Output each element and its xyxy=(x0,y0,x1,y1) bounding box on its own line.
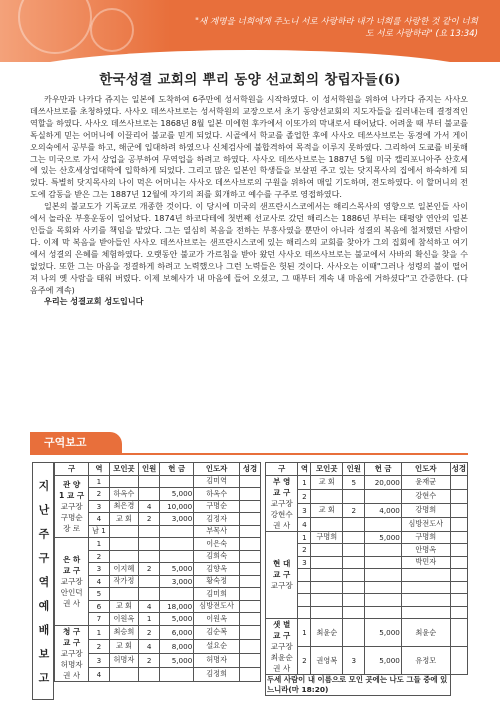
cell-bible xyxy=(239,667,260,681)
cell-leader: 강현수 xyxy=(401,489,450,503)
district-name-line: 현 대 xyxy=(273,559,291,569)
district-name xyxy=(266,619,298,675)
cell-people xyxy=(139,525,160,538)
cell-place xyxy=(109,667,139,681)
district-name-line: 교구장 xyxy=(270,642,293,651)
cell-leader: 윤재균 xyxy=(401,475,450,489)
cell-people xyxy=(139,475,160,488)
cell-bible xyxy=(239,538,260,551)
cell-place xyxy=(311,581,343,594)
cell-number: 1 xyxy=(298,475,311,489)
cell-bible xyxy=(450,606,467,619)
cell-place: 교 회 xyxy=(311,503,343,517)
cell-offering: 3,000 xyxy=(160,575,194,588)
cell-people xyxy=(343,489,365,503)
cell-offering: 4,000 xyxy=(365,503,401,517)
cell-offering: 5,000 xyxy=(160,613,194,626)
cell-offering: 18,000 xyxy=(160,600,194,613)
cell-people: 2 xyxy=(139,563,160,576)
cell-offering xyxy=(160,538,194,551)
header-cell: 헌 금 xyxy=(160,463,194,476)
cell-bible xyxy=(239,563,260,576)
district-name-line: 은 하 xyxy=(62,554,81,564)
cell-place: 교 회 xyxy=(109,639,139,653)
table-row xyxy=(55,625,261,639)
cell-number: 4 xyxy=(89,667,109,681)
table-row xyxy=(55,475,261,488)
cell-bible xyxy=(450,647,467,675)
footnote-row xyxy=(266,675,468,696)
header-cell: 인도자 xyxy=(194,463,240,476)
cell-place xyxy=(109,588,139,601)
cell-bible xyxy=(239,550,260,563)
cell-number: 2 xyxy=(298,489,311,503)
table-row xyxy=(266,619,468,647)
cell-people xyxy=(343,594,365,607)
cell-bible xyxy=(450,503,467,517)
cell-people xyxy=(343,544,365,557)
cell-people xyxy=(343,517,365,531)
cell-bible xyxy=(239,475,260,488)
header-verse: "새 계명을 너희에게 주노니 서로 사랑하라 내가 너희를 사랑한 것 같이 너희도 서로 사랑하라" (요 13:34) xyxy=(194,17,478,39)
header-cell: 구 xyxy=(266,463,298,476)
cell-people xyxy=(139,667,160,681)
cell-offering: 5,000 xyxy=(365,531,401,544)
cell-bible xyxy=(450,475,467,489)
cell-number: 2 xyxy=(298,647,311,675)
report-vertical-label: 지 난 주 구 역 예 배 보 고 xyxy=(32,462,54,700)
district-name-line: 교구장 xyxy=(60,648,83,658)
cell-leader: 이원옥 xyxy=(194,613,240,626)
cell-leader: 이은숙 xyxy=(194,538,240,551)
cell-bible xyxy=(450,517,467,531)
cell-bible xyxy=(450,489,467,503)
cell-offering xyxy=(160,550,194,563)
cell-number: 7 xyxy=(89,613,109,626)
cell-leader: 설요순 xyxy=(194,639,240,653)
cell-offering xyxy=(365,569,401,582)
cell-place: 구명희 xyxy=(311,531,343,544)
cell-offering xyxy=(365,594,401,607)
report-table-left xyxy=(54,462,261,682)
decorative-circle-icon xyxy=(90,8,134,52)
cell-place: 작가정 xyxy=(109,575,139,588)
cell-place xyxy=(109,538,139,551)
district-name-line: 권 사 xyxy=(63,670,81,680)
header-cell: 모인곳 xyxy=(109,463,139,476)
district-name-line: 교 구 xyxy=(273,631,291,640)
cell-people: 4 xyxy=(139,500,160,513)
cell-number: 2 xyxy=(298,544,311,557)
cell-bible xyxy=(239,653,260,667)
cell-offering: 3,000 xyxy=(160,513,194,526)
table-row xyxy=(266,531,468,544)
cell-people xyxy=(139,538,160,551)
cell-offering xyxy=(160,667,194,681)
cell-offering xyxy=(365,489,401,503)
cell-leader xyxy=(401,594,450,607)
cell-place xyxy=(311,556,343,569)
cell-leader: 부목사 xyxy=(194,525,240,538)
cell-offering: 6,000 xyxy=(160,625,194,639)
cell-people: 5 xyxy=(343,475,365,489)
cell-offering xyxy=(160,475,194,488)
cell-leader: 심방전도사 xyxy=(401,517,450,531)
cell-offering xyxy=(365,606,401,619)
cell-leader: 김정자 xyxy=(194,513,240,526)
cell-people xyxy=(139,575,160,588)
cell-number: 3 xyxy=(89,563,109,576)
cell-people xyxy=(343,581,365,594)
cell-place xyxy=(311,569,343,582)
cell-bible xyxy=(450,619,467,647)
cell-number: 1 xyxy=(298,531,311,544)
cell-place: 하옥수 xyxy=(109,488,139,501)
district-name-line: 교 구 xyxy=(273,570,291,580)
district-name-line: 교구장 xyxy=(270,581,293,591)
cell-bible xyxy=(239,625,260,639)
district-name-line: 구명순 xyxy=(60,512,83,522)
section-title: 구역보고 xyxy=(30,432,122,454)
cell-bible xyxy=(239,588,260,601)
cell-number: 6 xyxy=(89,600,109,613)
cell-offering xyxy=(365,581,401,594)
cell-leader: 김정희 xyxy=(194,667,240,681)
cell-leader: 구명희 xyxy=(401,531,450,544)
cell-people xyxy=(343,619,365,647)
cell-place: 권영복 xyxy=(311,647,343,675)
article-paragraph: 일본의 불교도가 기독교로 개종한 것이다. 이 당시에 미국의 샌프란시스코에서는 해리스목사의 영향으로 일본인들 사이에서 놀라운 부흥운동이 일어났다. 1874년 하코다테에 첫번째 선교사로 갔던 해리스는 1886년 부터는 태평양 연안의 일본인들을 목회와 사키를 책임을 맡았다. 그는 열심히 복음을 전하는 부흥사였을 뿐만이 아니라 성결의 복음에 철저했던 사람이다. 이제 막 복음을 받아들인 사사오 데쓰사브로는 샌프란시스코에 있는 해리스의 교회를 찾아가 그의 집회에 참석하고 여기에서 성결의 은혜를 체험하였다. 오랫동안 불교가 가르침을 받아 왔던 사사오 데쓰사브로는 불교에서 사바의 확신을 찾을 수 없었다. 또한 그는 마음을 정결하게 하려고 노력했으나 그런 노력들은 헛된 것이다. 사사오는 이때"그러나 성령의 불이 떨어져 나의 옛 사람을 태워 버렸다. 이제 보혜사가 내 마음에 들어 오셨고, 그 때부터 계속 내 마음에 거하셨다"고 간증한다. (다음주에 계속) xyxy=(30,201,468,295)
cell-number xyxy=(298,594,311,607)
article-paragraph: 카우만과 나카다 쥬지는 일본에 도착하여 6주만에 성서학원을 시작하였다. 이 성서학원을 위하여 나카다 쥬지는 사사오 데쓰사브로를 초청하였다. 사사오 데쓰사브로는 성서학원의 교장으로서 초기 동양선교회의 지도자들을 길러내는데 결정적인 역할을 하였다. 사사오 데쓰사브로는 1868년 8월 일본 미에현 후카에서 이또가의 막내로서 태어났다. 어려울 때 부터 불교를 독실하게 믿는 어머니에 이끌리어 불교를 믿게 되었다. 시골에서 학교를 졸업한 후에 사사오 데쓰사브로는 동경에 가서 게이오의숙에서 공부를 하고, 해군에 입대하려 하였으나 신체검사에 불합격하여 목적을 이루지 못하였다. 그리하여 도쿄를 비롯해 그는 미국으로 가서 상업을 공부하여 무역업을 하려고 하였다. 사사오 데쓰사브로는 1887년 5월 미국 캘리포니아주 산호세에 있는 산호세상업대학에 입학하게 되었다. 그리고 많은 일본인 학생들을 보살핀 주고 있는 닷지목사의 집에서 하숙하게 되었다. 특별히 닷지목사의 나이 먹은 어머니는 사사오 데쓰사브로의 구원을 위하여 매일 기도하며, 전도하였다. 이 할머니의 전도에 감동을 받은 그는 1887년 12월에 자기의 죄를 회개하고 예수를 구주로 영접하였다. xyxy=(30,94,468,200)
cell-bible xyxy=(450,531,467,544)
cell-place: 교 회 xyxy=(311,475,343,489)
cell-bible xyxy=(239,525,260,538)
cell-people: 4 xyxy=(139,639,160,653)
cell-offering xyxy=(365,517,401,531)
header-cell: 역 xyxy=(89,463,109,476)
cell-number: 남 1 xyxy=(89,525,109,538)
article-title: 한국성결 교회의 뿌리 동양 선교회의 창립자들(6) xyxy=(99,72,401,88)
cell-number: 3 xyxy=(89,500,109,513)
cell-leader: 최윤순 xyxy=(401,619,450,647)
cell-number: 1 xyxy=(89,625,109,639)
cell-people xyxy=(139,550,160,563)
district-name xyxy=(55,625,89,681)
cell-place xyxy=(109,525,139,538)
district-name xyxy=(266,531,298,619)
report-table-right xyxy=(265,462,468,696)
cell-place xyxy=(311,517,343,531)
section-divider xyxy=(30,453,468,455)
cell-leader: 안명옥 xyxy=(401,544,450,557)
cell-bible xyxy=(239,500,260,513)
cell-leader: 강명희 xyxy=(401,503,450,517)
cell-place: 최윤순 xyxy=(311,619,343,647)
cell-people: 3 xyxy=(343,647,365,675)
header-cell: 성경 xyxy=(239,463,260,476)
cell-place: 교 회 xyxy=(109,600,139,613)
cell-leader: 김향옥 xyxy=(194,563,240,576)
district-name-line: 부 영 xyxy=(273,476,291,486)
cell-leader: 허명자 xyxy=(194,653,240,667)
district-name-line: 허명자 xyxy=(60,659,83,669)
district-name-line: 최윤순 xyxy=(270,653,293,662)
cell-number: 4 xyxy=(298,517,311,531)
cell-leader: 황숙정 xyxy=(194,575,240,588)
table-row xyxy=(55,538,261,551)
district-name-line: 청 구 xyxy=(62,626,81,636)
district-name-line: 샛 별 xyxy=(273,620,291,629)
cell-number: 3 xyxy=(89,653,109,667)
cell-offering xyxy=(365,544,401,557)
cell-number: 3 xyxy=(298,556,311,569)
cell-place: 이원옥 xyxy=(109,613,139,626)
district-name-line: 1 교 구 xyxy=(58,490,85,500)
cell-place xyxy=(109,475,139,488)
cell-bible xyxy=(450,556,467,569)
header-cell: 역 xyxy=(298,463,311,476)
district-name-line: 안인덕 xyxy=(60,587,83,597)
cell-leader: 유정모 xyxy=(401,647,450,675)
district-name-line: 교구장 xyxy=(270,498,293,508)
district-name-line: 강현수 xyxy=(270,509,293,519)
cell-people xyxy=(343,606,365,619)
cell-offering: 20,000 xyxy=(365,475,401,489)
cell-number: 1 xyxy=(89,538,109,551)
cell-place xyxy=(311,606,343,619)
cell-people: 2 xyxy=(139,625,160,639)
cell-offering xyxy=(160,588,194,601)
cell-leader: 하옥수 xyxy=(194,488,240,501)
article-closing: 우리는 성결교회 성도입니다 xyxy=(44,296,144,307)
header-cell: 헌 금 xyxy=(365,463,401,476)
cell-people: 1 xyxy=(139,613,160,626)
cell-number: 3 xyxy=(298,503,311,517)
cell-place: 최은경 xyxy=(109,500,139,513)
district-name-line: 권 사 xyxy=(273,664,291,673)
cell-leader: 구명순 xyxy=(194,500,240,513)
cell-place: 허명자 xyxy=(109,653,139,667)
cell-bible xyxy=(239,575,260,588)
cell-number: 4 xyxy=(89,513,109,526)
cell-number: 5 xyxy=(89,588,109,601)
cell-leader: 김순복 xyxy=(194,625,240,639)
table-header-row xyxy=(55,463,261,476)
cell-bible xyxy=(450,581,467,594)
cell-leader: 심방전도사 xyxy=(194,600,240,613)
header-cell: 인원 xyxy=(343,463,365,476)
district-name-line: 교 구 xyxy=(273,487,291,497)
district-name-line: 교구장 xyxy=(60,576,83,586)
cell-bible xyxy=(450,544,467,557)
cell-people xyxy=(139,488,160,501)
cell-number: 4 xyxy=(89,575,109,588)
header-cell: 성경 xyxy=(451,464,466,474)
cell-place: 이지혜 xyxy=(109,563,139,576)
district-name xyxy=(266,475,298,531)
cell-leader: 김미희 xyxy=(194,588,240,601)
district-name-line: 권 사 xyxy=(273,520,291,530)
cell-number: 1 xyxy=(89,475,109,488)
cell-number: 1 xyxy=(298,619,311,647)
cell-offering: 5,000 xyxy=(365,619,401,647)
cell-number: 2 xyxy=(89,488,109,501)
cell-leader xyxy=(401,606,450,619)
cell-offering xyxy=(365,556,401,569)
cell-people: 2 xyxy=(343,503,365,517)
cell-people xyxy=(139,588,160,601)
cell-place: 최승희 xyxy=(109,625,139,639)
cell-place xyxy=(311,594,343,607)
cell-offering: 5,000 xyxy=(365,647,401,675)
cell-offering xyxy=(160,525,194,538)
district-name-line: 교구장 xyxy=(60,501,83,511)
cell-people xyxy=(343,569,365,582)
cell-leader: 김희숙 xyxy=(194,550,240,563)
cell-number xyxy=(298,606,311,619)
cell-leader xyxy=(401,581,450,594)
cell-number xyxy=(298,581,311,594)
cell-bible xyxy=(239,639,260,653)
footnote-verse: 두세 사람이 내 이름으로 모인 곳에는 나도 그들 중에 있느니라(마 18:20) xyxy=(266,675,451,696)
cell-people xyxy=(343,556,365,569)
cell-bible xyxy=(450,569,467,582)
district-name-line: 장 로 xyxy=(63,523,81,533)
cell-offering: 5,000 xyxy=(160,653,194,667)
district-name xyxy=(55,475,89,538)
cell-offering: 5,000 xyxy=(160,563,194,576)
cell-people xyxy=(343,531,365,544)
cell-offering: 8,000 xyxy=(160,639,194,653)
district-name-line: 관 양 xyxy=(62,479,81,489)
cell-place: 교 회 xyxy=(109,513,139,526)
header-cell: 구 xyxy=(55,463,89,476)
cell-offering: 5,000 xyxy=(160,488,194,501)
cell-people: 4 xyxy=(139,600,160,613)
cell-leader: 김미역 xyxy=(194,475,240,488)
cell-bible xyxy=(239,613,260,626)
table-row xyxy=(266,475,468,489)
cell-people: 2 xyxy=(139,653,160,667)
cell-bible xyxy=(239,513,260,526)
header-cell: 인도자 xyxy=(401,463,450,476)
cell-number: 2 xyxy=(89,550,109,563)
header-cell: 모인곳 xyxy=(311,463,343,476)
cell-bible xyxy=(239,488,260,501)
district-name xyxy=(55,538,89,626)
cell-number xyxy=(298,569,311,582)
district-name-line: 교 구 xyxy=(62,637,81,647)
district-name-line: 권 사 xyxy=(63,598,81,608)
table-header-row xyxy=(266,463,468,476)
district-name-line: 교 구 xyxy=(62,565,81,575)
header-banner xyxy=(0,0,500,62)
cell-bible xyxy=(239,600,260,613)
cell-number: 2 xyxy=(89,639,109,653)
cell-leader xyxy=(401,569,450,582)
header-cell: 인원 xyxy=(139,463,160,476)
cell-bible xyxy=(450,594,467,607)
cell-people: 2 xyxy=(139,513,160,526)
article-body xyxy=(30,94,468,308)
cell-offering: 10,000 xyxy=(160,500,194,513)
cell-place xyxy=(109,550,139,563)
cell-leader: 박민자 xyxy=(401,556,450,569)
cell-place xyxy=(311,489,343,503)
cell-place xyxy=(311,544,343,557)
